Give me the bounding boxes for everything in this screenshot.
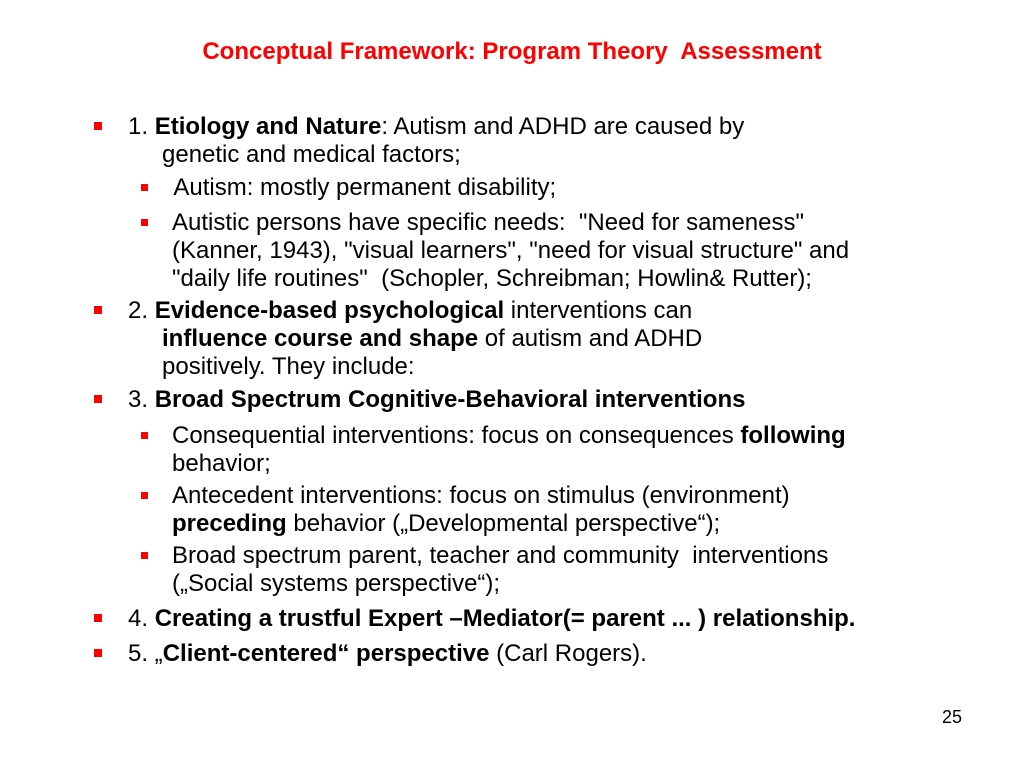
slide-title: Conceptual Framework: Program Theory Assessment: [202, 38, 822, 65]
square-bullet-icon: [94, 614, 102, 622]
item-line: 3. Broad Spectrum Cognitive-Behavioral interventions: [128, 386, 746, 413]
item-line: influence course and shape of autism and ADHD: [162, 325, 703, 352]
item-line: genetic and medical factors;: [162, 141, 461, 168]
square-bullet-icon: [94, 306, 102, 314]
item-line: 5. „Client-centered“ perspective (Carl Rogers).: [128, 640, 647, 667]
square-bullet-icon: [94, 122, 102, 130]
item-line: positively. They include:: [162, 353, 415, 380]
item-line: preceding behavior („Developmental perspective“);: [172, 510, 721, 537]
square-bullet-icon: [141, 492, 148, 499]
item-line: Antecedent interventions: focus on stimulus (environment): [172, 482, 790, 509]
item-line: 1. Etiology and Nature: Autism and ADHD are caused by: [128, 113, 745, 140]
square-bullet-icon: [141, 184, 148, 191]
item-line: Consequential interventions: focus on consequences following: [172, 422, 846, 449]
square-bullet-icon: [141, 552, 148, 559]
square-bullet-icon: [94, 395, 102, 403]
item-line: Autism: mostly permanent disability;: [168, 174, 557, 201]
square-bullet-icon: [94, 649, 102, 657]
item-line: Autistic persons have specific needs: "Need for sameness": [172, 209, 805, 236]
page-number: 25: [941, 707, 962, 727]
item-line: 4. Creating a trustful Expert –Mediator(= parent ... ) relationship.: [128, 605, 856, 632]
square-bullet-icon: [141, 432, 148, 439]
item-line: 2. Evidence-based psychological interventions can: [128, 297, 693, 324]
item-line: "daily life routines" (Schopler, Schreibman; Howlin& Rutter);: [172, 265, 812, 292]
item-line: („Social systems perspective“);: [172, 570, 501, 597]
item-line: (Kanner, 1943), "visual learners", "need for visual structure" and: [172, 237, 850, 264]
square-bullet-icon: [141, 219, 148, 226]
item-line: behavior;: [172, 450, 271, 477]
item-line: Broad spectrum parent, teacher and community interventions: [172, 542, 829, 569]
